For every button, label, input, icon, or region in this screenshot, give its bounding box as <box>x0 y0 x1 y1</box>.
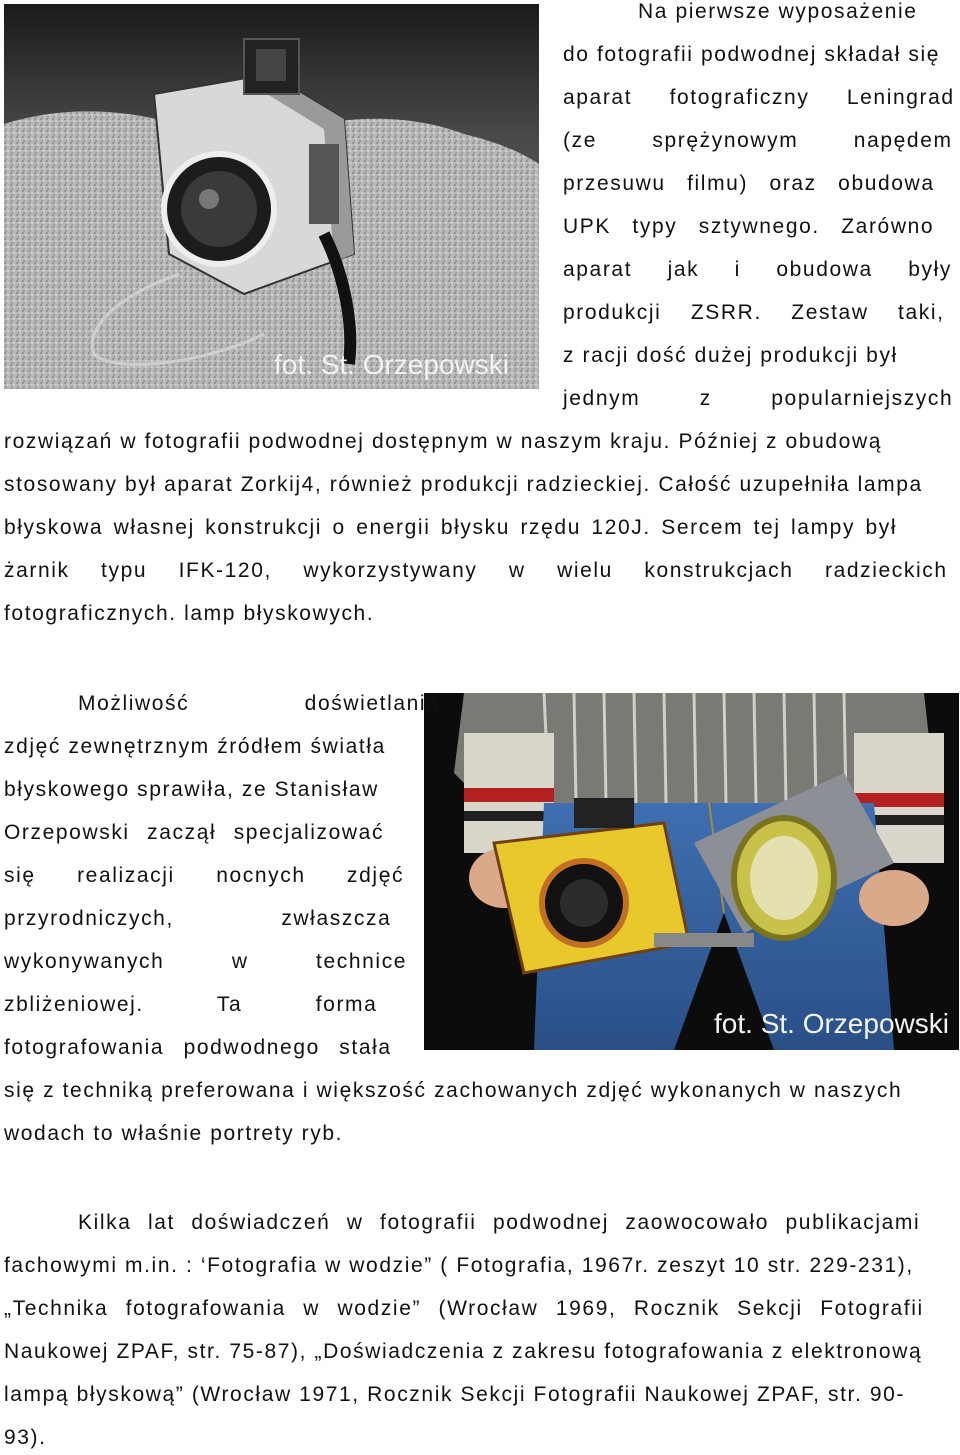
text-line: jednym z popularniejszych <box>563 387 954 410</box>
text-line: przesuwu filmu) oraz obudowa <box>563 172 935 195</box>
text-line: Naukowej ZPAF, str. 75-87), „Doświadczenia z zakresu fotografowania z elektronową <box>4 1340 923 1363</box>
text-line: Kilka lat doświadczeń w fotografii podwodnej zaowocowało publikacjami <box>78 1211 921 1234</box>
text-line: błyskowego sprawiła, ze Stanisław <box>4 778 379 801</box>
text-line: błyskowa własnej konstrukcji o energii błysku rzędu 120J. Sercem tej lampy był <box>4 516 898 539</box>
text-line: Na pierwsze wyposażenie <box>638 0 918 23</box>
photo-housing-with-flash <box>424 693 959 1050</box>
text-line: aparat jak i obudowa były <box>563 258 952 281</box>
text-line: przyrodniczych, zwłaszcza <box>4 907 392 930</box>
text-line: stosowany był aparat Zorkij4, również produkcji radzieckiej. Całość uzupełniła lampa <box>4 473 923 496</box>
text-line: aparat fotograficzny Leningrad <box>563 86 955 109</box>
text-line: się z techniką preferowana i większość zachowanych zdjęć wykonanych w naszych <box>4 1079 903 1102</box>
text-line: 93). <box>4 1426 47 1449</box>
text-line: „Technika fotografowania w wodzie” (Wrocław 1969, Rocznik Sekcji Fotografii <box>4 1297 924 1320</box>
text-line: fotografowania podwodnego stała <box>4 1036 392 1059</box>
photo1-credit: fot. St. Orzepowski <box>274 349 509 380</box>
text-line: zdjęć zewnętrznym źródłem światła <box>4 735 386 758</box>
text-line: (ze sprężynowym napędem <box>563 129 953 152</box>
text-line: Możliwość doświetlania <box>78 692 440 715</box>
text-line: z racji dość dużej produkcji był <box>563 344 898 367</box>
text-line: produkcji ZSRR. Zestaw taki, <box>563 301 945 324</box>
text-line: do fotografii podwodnej składał się <box>563 43 941 66</box>
text-line: Orzepowski zaczął specjalizować <box>4 821 385 844</box>
text-line: fachowymi m.in. : ‘Fotografia w wodzie” ( Fotografia, 1967r. zeszyt 10 str. 229-231), <box>4 1254 914 1277</box>
text-line: wykonywanych w technice <box>4 950 408 973</box>
photo-camera-housing <box>4 4 539 389</box>
text-line: lampą błyskową” (Wrocław 1971, Rocznik Sekcji Fotografii Naukowej ZPAF, str. 90- <box>4 1383 906 1406</box>
text-line: żarnik typu IFK-120, wykorzystywany w wielu konstrukcjach radzieckich <box>4 559 948 582</box>
text-line: fotograficznych. lamp błyskowych. <box>4 602 375 625</box>
photo2-credit: fot. St. Orzepowski <box>714 1008 949 1039</box>
text-line: się realizacji nocnych zdjęć <box>4 864 405 887</box>
text-line: wodach to właśnie portrety ryb. <box>4 1122 344 1145</box>
text-line: rozwiązań w fotografii podwodnej dostępnym w naszym kraju. Później z obudową <box>4 430 882 453</box>
text-line: UPK typy sztywnego. Zarówno <box>563 215 935 238</box>
text-line: zbliżeniowej. Ta forma <box>4 993 378 1016</box>
